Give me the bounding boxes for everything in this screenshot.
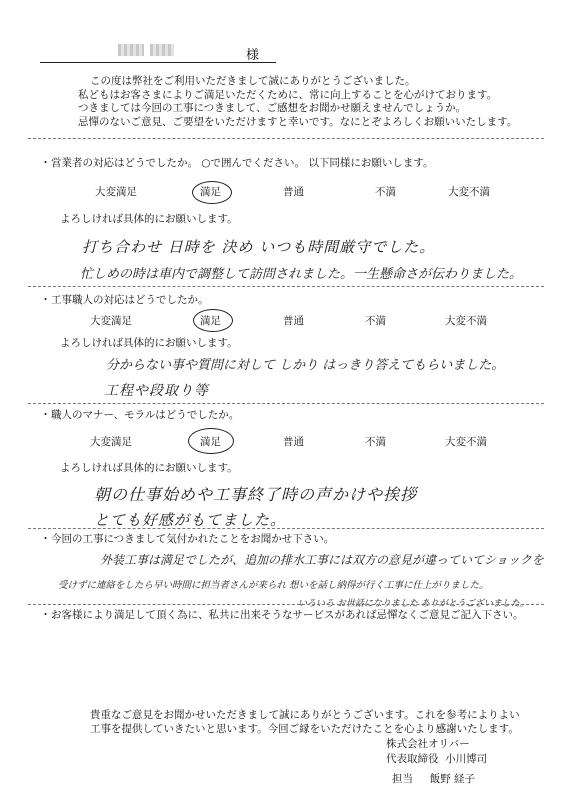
question-3-text: 職人のマナー、モラルはどうでしたか。 [51,409,240,421]
detail-prompt-1: よろしければ具体的にお願いします。 [60,213,238,225]
bullet-icon: ・ [40,293,51,306]
question-2 [40,293,209,308]
staff [392,772,475,786]
service-question [40,608,524,623]
detail-prompt-2: よろしければ具体的にお願いします。 [60,337,238,349]
question-3 [40,408,239,423]
rating-dissatisfied: 不満 [375,186,396,198]
staff-title: 担当 [392,773,413,785]
customer-name-line [40,62,276,63]
comment-question [40,532,334,547]
answer-2-line-2: 工程や段取り等 [104,383,209,399]
bullet-icon: ・ [40,532,51,545]
comment-answer-line-2: 受けずに連絡をしたら早い時間に担当者さんが来られ 想いを話し納得が行く工事に仕上がりました。 [58,580,489,591]
comment-answer-line-1: 外装工事は満足でしたが、追加の排水工事には双方の意見が違っていてショックを [100,553,544,567]
question-1-text: 営業者の対応はどうでしたか。 ○で囲んでください。 以下同様にお願いします。 [51,157,434,169]
company-name: 株式会社オリバー [386,738,470,750]
separator [28,528,544,529]
bullet-icon: ・ [40,608,51,621]
answer-1-line-2: 忙しめの時は車内で調整して訪問されました。一生懸命さが伝わりました。 [80,267,523,282]
separator [28,286,544,287]
rating-dissatisfied: 不満 [365,436,386,448]
closing-line: 貴重なご意見をお聞かせいただきまして誠にありがとうございます。これを参考によりよい [90,709,520,721]
rating-very-satisfied: 大変満足 [90,315,132,327]
intro-text [78,75,517,129]
comment-answer-line-3: いろいろ お世話になりました ありがとうございました。 [298,599,529,609]
staff-name: 飯野 経子 [429,773,476,785]
separator [28,138,544,139]
bullet-icon: ・ [40,156,51,169]
customer-name-redacted-1 [118,44,144,56]
rating-very-satisfied: 大変満足 [90,436,132,448]
answer-1-line-1: 打ち合わせ 日時を 決め いつも時間厳守でした。 [82,238,436,256]
rating-very-satisfied: 大変満足 [95,186,137,198]
answer-3-line-1: 朝の仕事始めや工事終了時の声かけや挨拶 [94,485,418,504]
answer-3-line-2: とても好感がもてました。 [94,511,287,529]
rating-dissatisfied: 不満 [365,315,386,327]
intro-line: 忌憚のないご意見、ご要望をいただけますと幸いです。なにとぞよろしくお願いいたします。 [78,115,518,128]
rating-satisfied: 満足 [200,436,221,448]
intro-line: この度は弊社をご利用いただきまして誠にありがとうございました。 [90,75,416,87]
selected-rating-circle [193,309,233,332]
selected-rating-circle [192,181,232,204]
intro-line: つきましては今回の工事につきまして、ご感想をお聞かせ願えませんでしょうか。 [78,102,467,114]
rating-neutral: 普通 [283,186,304,198]
rep-title: 代表取締役 [386,753,439,765]
detail-prompt-3: よろしければ具体的にお願いします。 [60,462,238,474]
rating-satisfied: 満足 [200,186,221,198]
honorific-sama: 様 [246,48,260,63]
question-2-text: 工事職人の対応はどうでしたか。 [51,294,209,306]
bullet-icon: ・ [40,408,51,421]
rating-satisfied: 満足 [200,315,221,327]
closing-text [90,708,520,736]
separator [28,604,544,605]
intro-line: 私どもはお客さまによりご満足いただくために、常に向上することを心がけております。 [78,88,498,101]
rating-neutral: 普通 [283,315,304,327]
closing-line: 工事を提供していきたいと思います。今回ご縁をいただけたことを心より感謝いたします。 [90,723,519,735]
rating-very-dissatisfied: 大変不満 [448,186,490,198]
separator [28,403,544,404]
question-1 [40,156,434,171]
answer-2-line-1: 分からない事や質問に対して しかり はっきり答えてもらいました。 [106,358,505,373]
rating-very-dissatisfied: 大変不満 [445,436,487,448]
representative [386,752,487,766]
rep-name: 小川博司 [445,753,488,765]
rating-neutral: 普通 [283,436,304,448]
selected-rating-circle [188,428,234,454]
customer-name-redacted-2 [150,44,174,56]
rating-very-dissatisfied: 大変不満 [445,315,487,327]
service-question-text: お客様により満足して頂く為に、私共に出来そうなサービスがあれば忌憚なくご意見ご記入下さい。 [51,609,524,621]
comment-question-text: 今回の工事につきまして気付かれたことをお聞かせ下さい。 [51,533,335,545]
